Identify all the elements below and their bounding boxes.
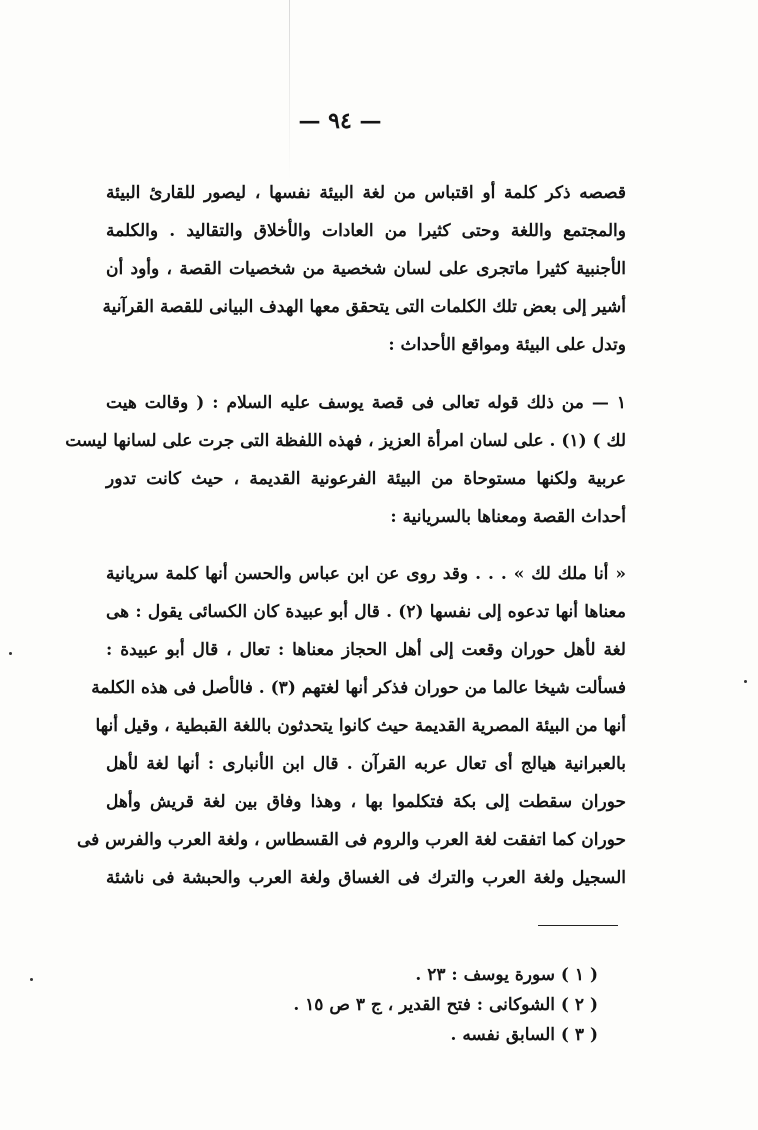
footnotes	[258, 960, 598, 1050]
footnote-separator	[538, 925, 618, 926]
scan-speck	[9, 652, 12, 655]
text-line: أشير إلى بعض تلك الكلمات التى يتحقق معها الهدف البيانى للقصة القرآنية	[102, 297, 626, 317]
footnote: ( ٢ ) الشوكانى : فتح القدير ، ج ٣ ص ١٥ .	[293, 995, 598, 1015]
text-line: حوران سقطت إلى بكة فتكلموا بها ، وهذا وفاق بين لغة قريش وأهل	[106, 792, 626, 812]
text-line: أنها من البيئة المصرية القديمة حيث كانوا يتحدثون باللغة القبطية ، وقيل أنها	[95, 716, 626, 736]
text-line: عربية ولكنها مستوحاة من البيئة الفرعونية القديمة ، حيث كانت تدور	[106, 469, 626, 489]
text-line: قصصه ذكر كلمة أو اقتباس من لغة البيئة نفسها ، ليصور للقارئ البيئة	[106, 183, 626, 203]
text-line: لك ) (١) . على لسان امرأة العزيز ، فهذه اللفظة التى جرت على لسانها ليست	[65, 431, 626, 451]
scan-speck	[744, 680, 747, 683]
footnote: ( ٣ ) السابق نفسه .	[450, 1025, 598, 1045]
footnote: ( ١ ) سورة يوسف : ٢٣ .	[415, 965, 598, 985]
text-line: السجيل ولغة العرب والترك فى الغساق ولغة العرب والحبشة فى ناشئة	[106, 868, 626, 888]
page-number: — ٩٤ —	[298, 108, 382, 134]
paragraph-explanation	[76, 555, 626, 897]
scan-speck	[30, 978, 33, 981]
text-line: والمجتمع واللغة وحتى كثيرا من العادات والأخلاق والتقاليد . والكلمة	[106, 221, 626, 241]
text-line: معناها أنها تدعوه إلى نفسها (٢) . قال أبو عبيدة كان الكسائى يقول : هى	[106, 602, 626, 622]
text-line: وتدل على البيئة ومواقع الأحداث :	[388, 335, 626, 355]
text-line: « أنا ملك لك » . . . وقد روى عن ابن عباس والحسن أنها كلمة سريانية	[106, 564, 626, 584]
paragraph-example-one	[65, 384, 626, 536]
text-line: الأجنبية كثيرا ماتجرى على لسان شخصية من شخصيات القصة ، وأود أن	[106, 259, 626, 279]
text-line: بالعبرانية هيالج أى تعال عربه القرآن . قال ابن الأنبارى : أنها لغة لأهل	[106, 754, 626, 774]
text-line: فسألت شيخا عالما من حوران فذكر أنها لغتهم (٣) . فالأصل فى هذه الكلمة	[91, 678, 626, 698]
text-line: حوران كما اتفقت لغة العرب والروم فى القسطاس ، ولغة العرب والفرس فى	[76, 830, 626, 850]
text-line: ١ — من ذلك قوله تعالى فى قصة يوسف عليه السلام : ( وقالت هيت	[106, 393, 626, 413]
paragraph-intro	[102, 174, 626, 364]
text-line: أحداث القصة ومعناها بالسريانية :	[390, 507, 626, 527]
text-line: لغة لأهل حوران وقعت إلى أهل الحجاز معناها : تعال ، قال أبو عبيدة :	[106, 640, 626, 660]
page-fold-line	[289, 0, 290, 180]
